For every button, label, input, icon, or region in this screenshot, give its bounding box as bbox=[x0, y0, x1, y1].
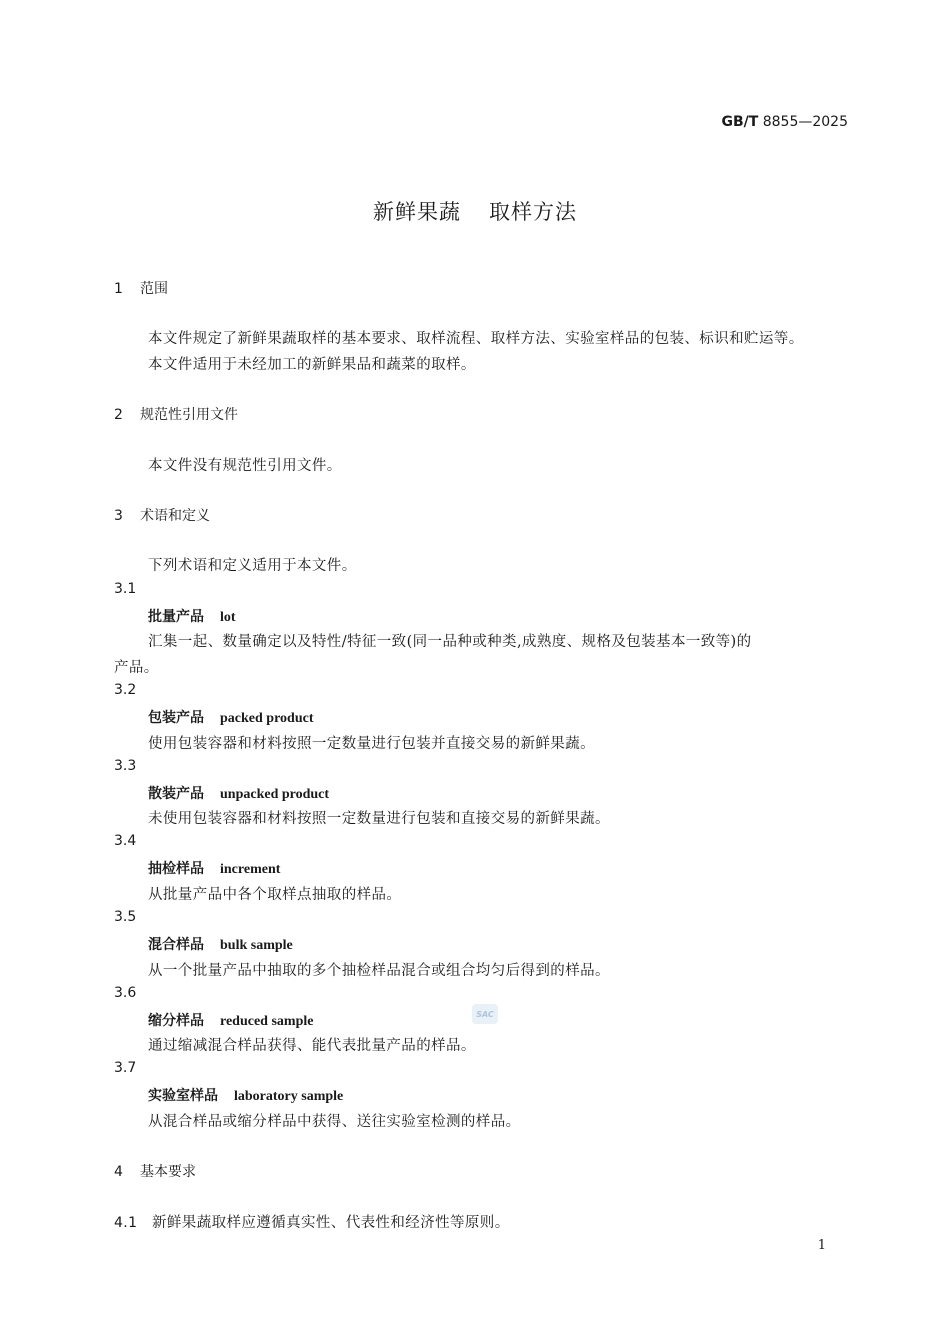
term-3-7-title bbox=[148, 1085, 343, 1105]
term-3-2-definition: 使用包装容器和材料按照一定数量进行包装并直接交易的新鲜果蔬。 bbox=[148, 736, 595, 752]
term-en: laboratory sample bbox=[234, 1089, 344, 1104]
term-en: increment bbox=[220, 862, 281, 877]
term-en: packed product bbox=[220, 711, 314, 726]
term-zh: 混合样品 bbox=[148, 937, 204, 953]
clause-number: 4.1 bbox=[114, 1215, 138, 1231]
section-number: 1 bbox=[114, 281, 123, 297]
page-number: 1 bbox=[817, 1238, 826, 1253]
term-3-3-definition: 未使用包装容器和材料按照一定数量进行包装和直接交易的新鲜果蔬。 bbox=[148, 811, 610, 827]
term-zh: 散装产品 bbox=[148, 786, 204, 802]
term-zh: 包装产品 bbox=[148, 710, 204, 726]
term-3-6-title bbox=[148, 1010, 313, 1030]
term-3-4-definition: 从批量产品中各个取样点抽取的样品。 bbox=[148, 887, 402, 903]
term-3-7-number: 3.7 bbox=[114, 1060, 137, 1076]
term-zh: 批量产品 bbox=[148, 609, 204, 625]
section-number: 2 bbox=[114, 407, 123, 423]
section-number: 3 bbox=[114, 508, 123, 524]
section-1-heading bbox=[114, 278, 168, 298]
document-title bbox=[0, 196, 950, 226]
term-3-5-definition: 从一个批量产品中抽取的多个抽检样品混合或组合均匀后得到的样品。 bbox=[148, 963, 610, 979]
term-zh: 抽检样品 bbox=[148, 861, 204, 877]
standard-prefix: GB/T bbox=[721, 114, 759, 130]
term-3-6-definition: 通过缩减混合样品获得、能代表批量产品的样品。 bbox=[148, 1038, 476, 1054]
clause-text: 新鲜果蔬取样应遵循真实性、代表性和经济性等原则。 bbox=[152, 1215, 510, 1231]
term-en: bulk sample bbox=[220, 938, 293, 953]
section-number: 4 bbox=[114, 1164, 123, 1180]
sac-watermark: SAC bbox=[472, 1004, 498, 1024]
section-title: 规范性引用文件 bbox=[140, 407, 238, 423]
section-title: 基本要求 bbox=[140, 1164, 196, 1180]
section-title: 范围 bbox=[140, 281, 168, 297]
section-2-paragraph-1: 本文件没有规范性引用文件。 bbox=[148, 458, 342, 474]
section-3-heading bbox=[114, 505, 210, 525]
term-3-4-number: 3.4 bbox=[114, 833, 137, 849]
term-3-2-number: 3.2 bbox=[114, 682, 137, 698]
standard-number bbox=[721, 114, 848, 130]
term-3-1-definition-cont: 产品。 bbox=[114, 660, 159, 676]
term-3-5-number: 3.5 bbox=[114, 909, 137, 925]
section-2-heading bbox=[114, 404, 238, 424]
term-3-3-title bbox=[148, 783, 329, 803]
standard-code: 8855—2025 bbox=[762, 114, 848, 130]
term-en: reduced sample bbox=[220, 1014, 314, 1029]
title-part-2: 取样方法 bbox=[489, 200, 577, 224]
section-1-paragraph-2: 本文件适用于未经加工的新鲜果品和蔬菜的取样。 bbox=[148, 357, 476, 373]
clause-4-1 bbox=[114, 1211, 510, 1232]
term-3-2-title bbox=[148, 707, 313, 727]
term-zh: 缩分样品 bbox=[148, 1013, 204, 1029]
term-3-6-number: 3.6 bbox=[114, 985, 137, 1001]
section-title: 术语和定义 bbox=[140, 508, 210, 524]
term-3-1-definition: 汇集一起、数量确定以及特性/特征一致(同一品种或种类,成熟度、规格及包装基本一致等)的 bbox=[148, 634, 752, 650]
term-3-1-number: 3.1 bbox=[114, 581, 137, 597]
term-3-1-title bbox=[148, 606, 236, 626]
term-3-4-title bbox=[148, 858, 280, 878]
term-en: lot bbox=[220, 610, 236, 625]
term-zh: 实验室样品 bbox=[148, 1088, 218, 1104]
title-part-1: 新鲜果蔬 bbox=[373, 200, 461, 224]
section-4-heading bbox=[114, 1161, 196, 1181]
term-en: unpacked product bbox=[220, 787, 330, 802]
term-3-5-title bbox=[148, 934, 293, 954]
section-1-paragraph-1: 本文件规定了新鲜果蔬取样的基本要求、取样流程、取样方法、实验室样品的包装、标识和贮运等。 bbox=[148, 331, 804, 347]
term-3-7-definition: 从混合样品或缩分样品中获得、送往实验室检测的样品。 bbox=[148, 1114, 521, 1130]
term-3-3-number: 3.3 bbox=[114, 758, 137, 774]
section-3-paragraph-1: 下列术语和定义适用于本文件。 bbox=[148, 558, 357, 574]
